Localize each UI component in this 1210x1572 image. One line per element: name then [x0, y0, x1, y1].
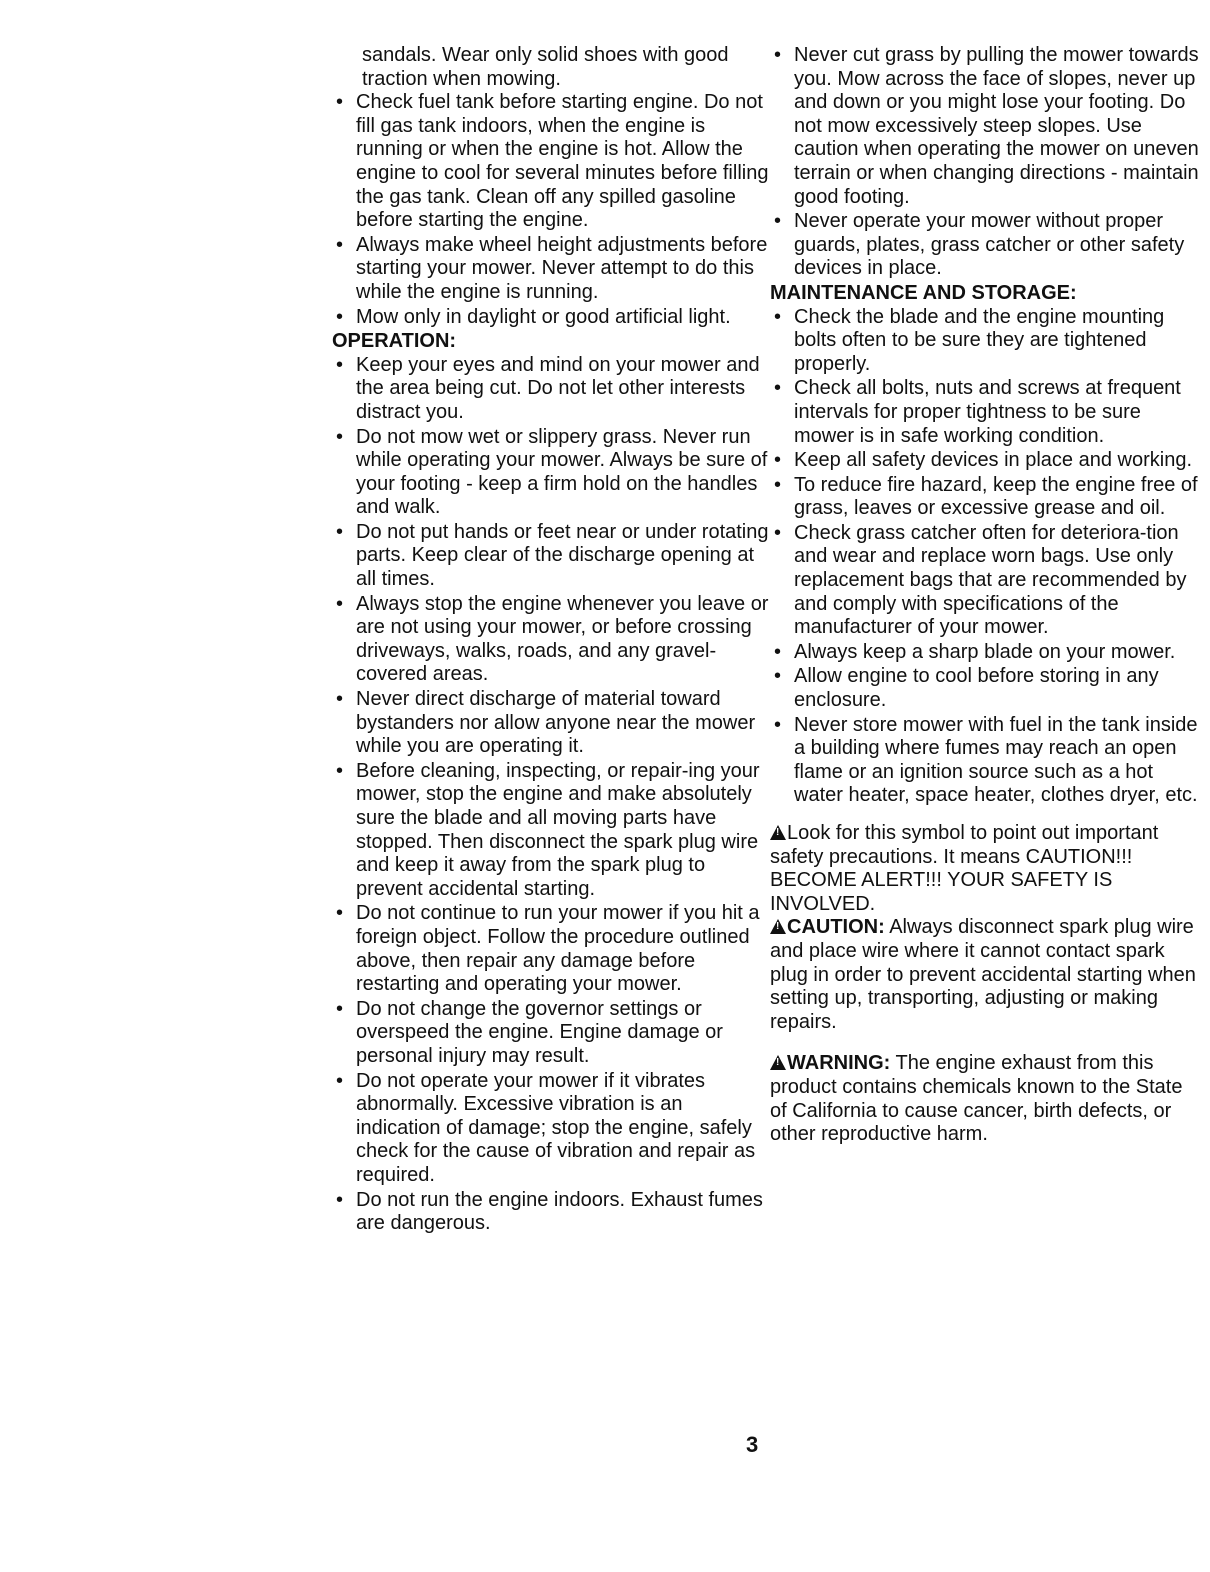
warning-notice: !WARNING: The engine exhaust from this product contains chemicals known to the State of California to cause cancer, birth defects, or other reproductive harm. — [770, 1052, 1200, 1146]
bullet-icon: • — [336, 759, 344, 782]
list-item: • Always keep a sharp blade on your mower. — [774, 640, 1176, 663]
list-item: • Do not run the engine indoors. Exhaust fumes are dangerous. — [336, 1188, 763, 1235]
bullet-icon: • — [336, 1069, 344, 1092]
safety-symbol-notice: !Look for this symbol to point out important safety precautions. It means CAUTION!!! BECOME ALERT!!! YOUR SAFETY IS INVOLVED. — [770, 822, 1200, 916]
right-column — [770, 44, 1200, 1147]
list-item: • Keep all safety devices in place and working. — [774, 449, 1193, 472]
list-item: • Mow only in daylight or good artificial light. — [336, 305, 731, 328]
warning-triangle-icon — [770, 1055, 786, 1070]
list-item: • Do not put hands or feet near or under rotating parts. Keep clear of the discharge opening at all times. — [336, 520, 769, 591]
bullet-icon: • — [336, 997, 344, 1020]
list-item: • Check fuel tank before starting engine. Do not fill gas tank indoors, when the engine is running or when the engine is hot. Allow the engine to cool for several minutes before filling the gas tank. Clean off any spilled gasoline before starting the engine. — [336, 91, 769, 232]
list-item: • Always make wheel height adjustments before starting your mower. Never attempt to do this while the engine is running. — [336, 233, 768, 303]
bullet-icon: • — [336, 233, 344, 256]
list-item: • Do not change the governor settings or overspeed the engine. Engine damage or personal injury may result. — [336, 997, 723, 1067]
bullet-icon: • — [336, 592, 344, 615]
maintenance-heading: MAINTENANCE AND STORAGE: — [770, 281, 1077, 304]
bullet-icon: • — [336, 520, 344, 543]
bullet-icon: • — [774, 210, 782, 233]
bullet-icon: • — [336, 305, 344, 328]
bullet-icon: • — [774, 713, 782, 736]
bullet-icon: • — [774, 44, 782, 66]
warning-triangle-icon — [770, 919, 786, 934]
warning-triangle-icon — [770, 825, 786, 840]
pre-list-left — [332, 91, 772, 329]
pre-list-right — [770, 44, 1200, 281]
bullet-icon: • — [774, 521, 782, 544]
operation-list — [332, 354, 772, 1236]
list-item: • Check all bolts, nuts and screws at frequent intervals for proper tightness to be sure mower is in safe working condition. — [774, 377, 1181, 447]
bullet-icon: • — [336, 688, 344, 711]
list-item: • Never operate your mower without proper guards, plates, grass catcher or other safety devices in place. — [774, 210, 1185, 280]
page-number: 3 — [746, 1432, 759, 1457]
caution-label: CAUTION: — [787, 916, 885, 939]
bullet-icon: • — [774, 473, 782, 496]
list-item: • Always stop the engine whenever you leave or are not using your mower, or before crossing driveways, walks, roads, and any gravel-covered areas. — [336, 592, 769, 686]
maintenance-list — [770, 306, 1200, 808]
list-item: • Do not operate your mower if it vibrates abnormally. Excessive vibration is an indication of damage; stop the engine, safely check for the cause of vibration and repair as required. — [336, 1069, 756, 1186]
list-item: • Check grass catcher often for deteriora-tion and wear and replace worn bags. Use only replacement bags that are recommended by and comply with specifications of the manufacturer of your mower. — [774, 521, 1187, 639]
list-item: • Check the blade and the engine mounting bolts often to be sure they are tightened properly. — [774, 305, 1165, 375]
bullet-icon: • — [336, 425, 344, 448]
list-item: • Before cleaning, inspecting, or repair-ing your mower, stop the engine and make absolutely sure the blade and all moving parts have stopped. Then disconnect the spark plug wire and keep it away from the spark plug to prevent accidental starting. — [336, 759, 760, 900]
bullet-icon: • — [774, 377, 782, 400]
bullet-icon: • — [336, 902, 344, 925]
list-item: • Never direct discharge of material toward bystanders nor allow anyone near the mower while you are operating it. — [336, 688, 756, 758]
warning-label: WARNING: — [787, 1052, 891, 1075]
list-item: • Keep your eyes and mind on your mower and the area being cut. Do not let other interests distract you. — [336, 353, 760, 423]
list-item: • Allow engine to cool before storing in any enclosure. — [774, 665, 1159, 712]
list-item: • Never store mower with fuel in the tank inside a building where fumes may reach an open flame or an ignition source such as a hot water heater, space heater, clothes dryer, etc. — [774, 713, 1198, 807]
list-item: • Do not continue to run your mower if you hit a foreign object. Follow the procedure outlined above, then repair any damage before restarting and operating your mower. — [336, 902, 760, 996]
bullet-icon: • — [774, 449, 782, 472]
caution-notice: !CAUTION: Always disconnect spark plug wire and place wire where it cannot contact spark plug in order to prevent accidental starting when setting up, transporting, adjusting or making repairs. — [770, 916, 1200, 1034]
bullet-icon: • — [336, 353, 344, 376]
intro-text: sandals. Wear only solid shoes with good traction when mowing. — [362, 44, 729, 90]
list-item: • To reduce fire hazard, keep the engine free of grass, leaves or excessive grease and oil. — [774, 473, 1198, 520]
bullet-icon: • — [774, 665, 782, 688]
operation-heading: OPERATION: — [332, 330, 457, 353]
bullet-icon: • — [336, 91, 344, 114]
bullet-icon: • — [774, 640, 782, 663]
list-item: • Do not mow wet or slippery grass. Never run while operating your mower. Always be sure of your footing - keep a firm hold on the handles and walk. — [336, 425, 768, 519]
list-item: • Never cut grass by pulling the mower towards you. Mow across the face of slopes, never up and down or you might lose your footing. Do not mow excessively steep slopes. Use caution when operating the mower on uneven terrain or when changing directions - maintain good footing. — [774, 44, 1199, 208]
bullet-icon: • — [336, 1188, 344, 1211]
left-column — [332, 44, 772, 1237]
bullet-icon: • — [774, 305, 782, 328]
